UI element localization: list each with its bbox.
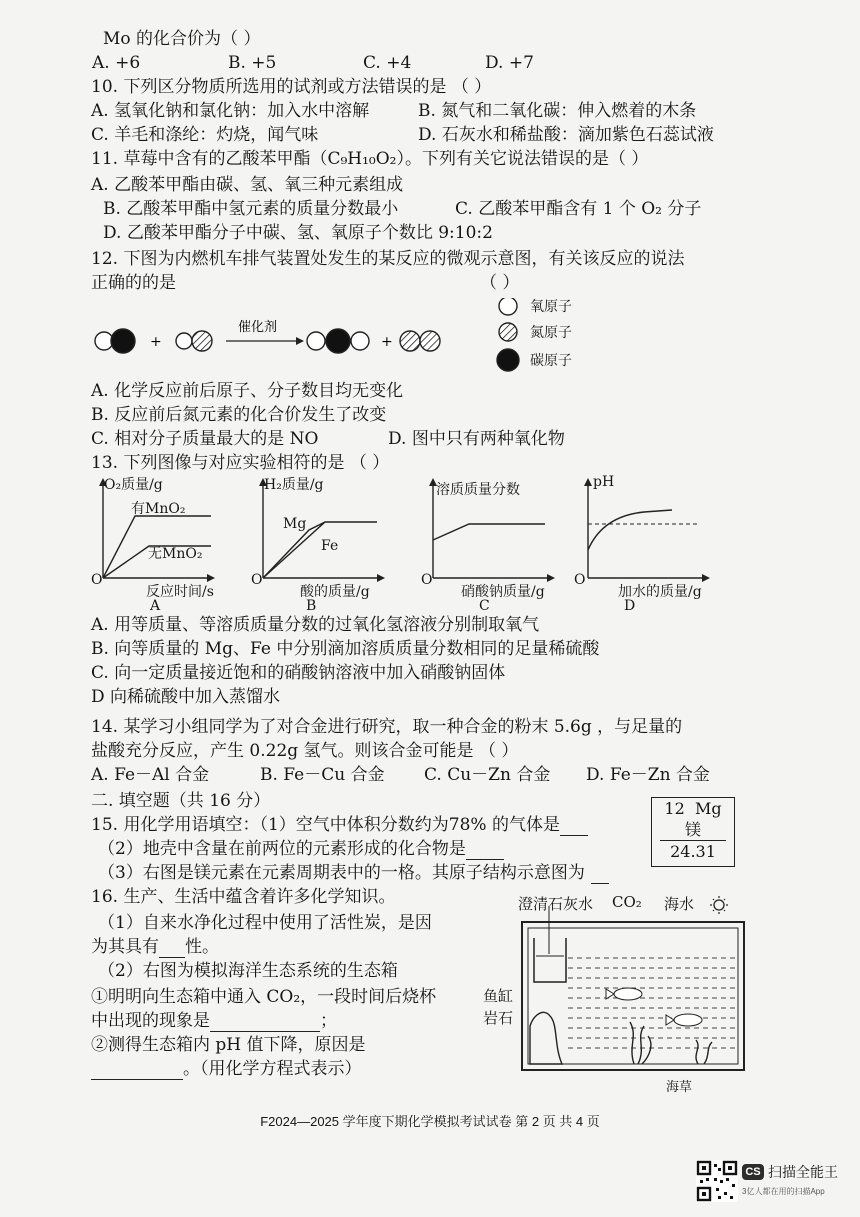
q15-blank-1[interactable] (560, 817, 588, 836)
graph-b-ylabel: H₂质量/g (264, 477, 324, 493)
graph-a-xlabel: 反应时间/s (146, 584, 214, 600)
q11-option-a: A. 乙酸苯甲酯由碳、氢、氧三种元素组成 (91, 175, 404, 195)
graph-d-xlabel: 加水的质量/g (618, 584, 702, 600)
graph-d (580, 478, 710, 582)
graph-b-xlabel: 酸的质量/g (300, 584, 370, 600)
q10-option-a: A. 氢氧化钠和氯化钠：加入水中溶解 (91, 101, 370, 121)
q10-stem: 10. 下列区分物质所选用的试剂或方法错误的是 （ ） (91, 77, 492, 97)
svg-text:+: + (381, 334, 393, 350)
q14-option-c: C. Cu－Zn 合金 (424, 765, 551, 785)
q10-option-b: B. 氮气和二氧化碳：伸入燃着的木条 (418, 101, 697, 121)
q12-molecule-diagram (90, 298, 530, 376)
mg-symbol: Mg (694, 799, 722, 818)
q12-answer-paren: （ ） (480, 273, 520, 293)
q12-option-c: C. 相对分子质量最大的是 NO (91, 429, 319, 449)
q11-option-d: D. 乙酸苯甲酯分子中碳、氢、氧原子个数比 9:10:2 (103, 223, 493, 243)
product-co2-oxygen-atom-2 (351, 332, 369, 350)
sun-icon (714, 900, 724, 910)
q9-option-b: B. +5 (228, 53, 277, 73)
mg-atomic-number: 12 (664, 799, 685, 818)
q15-line3-text: （3）右图是镁元素在元素周期表中的一格。其原子结构示意图为 (98, 863, 585, 883)
q11-option-b: B. 乙酸苯甲酯中氢元素的质量分数最小 (103, 199, 399, 219)
legend-oxygen-label: 氧原子 (530, 299, 572, 315)
reactant-no-oxygen-atom (176, 333, 192, 349)
fig-fish-tank-label: 鱼缸 (483, 987, 514, 1005)
graph-c-line (433, 524, 545, 540)
q15-line1 (91, 814, 588, 836)
q15-line2 (98, 838, 504, 860)
page-footer: F2024—2025 学年度下期化学模拟考试试卷 第 2 页 共 4 页 (260, 1114, 600, 1129)
section-heading-fill-blank: 二. 填空题（共 16 分） (91, 791, 271, 811)
q16-blank-2[interactable] (210, 1013, 320, 1032)
q16-blank-1[interactable] (159, 939, 185, 958)
q15-line1-text: 15. 用化学用语填空：（1）空气中体积分数约为78% 的气体是 (91, 815, 560, 835)
q16-line3-text-a: 为其具有 (91, 937, 159, 957)
fig-seaweed-label: 海草 (666, 1080, 693, 1095)
q13-option-a: A. 用等质量、等溶质质量分数的过氧化氢溶液分别制取氧气 (91, 615, 540, 635)
q15-line2-text: （2）地壳中含量在前两位的元素形成的化合物是 (98, 839, 466, 859)
q16-line2: （1）自来水净化过程中使用了活性炭，是因 (98, 913, 432, 933)
ecosystem-tank-figure (478, 896, 750, 1076)
q12-option-a: A. 化学反应前后原子、分子数目均无变化 (91, 381, 404, 401)
q16-line6 (91, 1010, 337, 1032)
scanner-logo: CS (742, 1164, 764, 1180)
q14-option-a: A. Fe－Al 合金 (91, 765, 210, 785)
q15-blank-2[interactable] (466, 841, 504, 860)
legend-carbon-atom-icon (497, 349, 519, 371)
graph-a-series1: 有MnO₂ (131, 501, 186, 517)
fish-icon-1 (614, 988, 642, 1000)
graph-b-origin: O (251, 572, 263, 588)
graph-b-line-mg (263, 522, 377, 578)
graph-d-origin: O (574, 572, 586, 588)
fig-co2-label: CO₂ (612, 893, 642, 911)
q16-line1: 16. 生产、生活中蕴含着许多化学知识。 (91, 887, 396, 907)
q12-option-b: B. 反应前后氮元素的化合价发生了改变 (91, 405, 387, 425)
reactant-co-carbon-atom (111, 329, 135, 353)
q10-option-c: C. 羊毛和涤纶：灼烧，闻气味 (91, 125, 319, 145)
q14-option-b: B. Fe－Cu 合金 (260, 765, 385, 785)
product-co2-carbon-atom (326, 329, 350, 353)
q16-line8 (91, 1058, 362, 1080)
qr-code-icon (696, 1160, 738, 1202)
q14-option-d: D. Fe－Zn 合金 (586, 765, 710, 785)
q16-line3 (91, 936, 219, 958)
q10-option-d: D. 石灰水和稀盐酸：滴加紫色石蕊试液 (418, 125, 714, 145)
mg-chinese-name: 镁 (684, 820, 701, 839)
graph-b-series2: Fe (321, 538, 339, 554)
fig-lime-water-label: 澄清石灰水 (518, 895, 594, 913)
graph-c-xlabel: 硝酸钠质量/g (461, 584, 545, 600)
scanner-tagline: 3亿人都在用的扫描App (742, 1187, 825, 1196)
fig-rock-label: 岩石 (483, 1009, 514, 1027)
graph-d-ylabel: pH (593, 474, 615, 490)
q16-line7: ②测得生态箱内 pH 值下降，原因是 (91, 1035, 366, 1055)
q9-stem: Mo 的化合价为（ ） (103, 29, 261, 49)
mg-cell-top-row (652, 798, 734, 819)
product-n2-nitrogen-atom-1 (400, 331, 420, 351)
svg-text:+: + (150, 334, 162, 350)
legend-carbon-label: 碳原子 (530, 353, 572, 369)
q11-stem: 11. 草莓中含有的乙酸苯甲酯（C₉H₁₀O₂）。下列有关它说法错误的是（ ） (91, 149, 649, 169)
graph-a-origin: O (91, 572, 103, 588)
q16-line8-text: 。（用化学方程式表示） (183, 1059, 362, 1079)
q13-stem: 13. 下列图像与对应实验相符的是 （ ） (91, 453, 390, 473)
q11-option-c: C. 乙酸苯甲酯含有 1 个 O₂ 分子 (455, 199, 702, 219)
graph-c-ylabel: 溶质质量分数 (436, 482, 520, 498)
mg-atomic-mass: 24.31 (660, 840, 726, 862)
q16-line5: ①明明向生态箱中通入 CO₂，一段时间后烧杯 (91, 987, 437, 1007)
q15-blank-3[interactable] (591, 865, 609, 884)
q13-option-c: C. 向一定质量接近饱和的硝酸钠溶液中加入硝酸钠固体 (91, 663, 506, 683)
q15-line3 (98, 862, 609, 884)
legend-oxygen-atom-icon (499, 298, 517, 315)
q14-stem-line1: 14. 某学习小组同学为了对合金进行研究，取一种合金的粉末 5.6g ，与足量的 (91, 717, 683, 737)
graph-d-curve (588, 510, 672, 550)
q16-line6-text-a: 中出现的现象是 (91, 1011, 210, 1031)
catalyst-label: 催化剂 (238, 320, 278, 335)
periodic-table-cell-mg (651, 797, 735, 867)
q16-line3-text-b: 性。 (185, 937, 219, 957)
scanner-watermark (696, 1160, 846, 1204)
q16-line6-text-b: ； (320, 1011, 337, 1031)
scanner-name: 扫描全能王 (768, 1164, 838, 1180)
graph-c-origin: O (421, 572, 433, 588)
q12-stem-line2: 正确的的是 (91, 273, 176, 293)
q9-option-c: C. +4 (363, 53, 412, 73)
graph-d-tag: D (624, 598, 636, 614)
rock-icon (530, 1012, 562, 1064)
q14-stem-line2: 盐酸充分反应，产生 0.22g 氢气。则该合金可能是 （ ） (91, 741, 519, 761)
beaker-icon (534, 938, 566, 982)
graph-c-tag: C (479, 598, 490, 614)
product-co2-oxygen-atom-1 (307, 332, 325, 350)
legend-nitrogen-atom-icon (499, 323, 517, 341)
q13-option-b: B. 向等质量的 Mg、Fe 中分别滴加溶质质量分数相同的足量稀硫酸 (91, 639, 600, 659)
q13-option-d: D 向稀硫酸中加入蒸馏水 (91, 687, 281, 707)
q16-blank-3[interactable] (91, 1061, 183, 1080)
q9-option-a: A. +6 (92, 53, 141, 73)
q12-option-d: D. 图中只有两种氧化物 (388, 429, 565, 449)
graph-a-tag: A (150, 598, 161, 614)
legend-nitrogen-label: 氮原子 (530, 325, 572, 341)
reactant-no-nitrogen-atom (192, 331, 212, 351)
q12-stem-line1: 12. 下图为内燃机车排气装置处发生的某反应的微观示意图，有关该反应的说法 (91, 249, 685, 269)
fish-icon-2 (674, 1014, 702, 1026)
graph-b-tag: B (306, 598, 317, 614)
seaweed-icon-2 (696, 1040, 712, 1064)
q16-line4: （2）右图为模拟海洋生态系统的生态箱 (98, 961, 398, 981)
fig-seawater-label: 海水 (664, 895, 695, 913)
graph-a-series2: 无MnO₂ (148, 546, 203, 562)
product-n2-nitrogen-atom-2 (420, 331, 440, 351)
graph-b-series1: Mg (283, 516, 307, 532)
graph-a-ylabel: O₂质量/g (104, 477, 163, 493)
q9-option-d: D. +7 (485, 53, 534, 73)
